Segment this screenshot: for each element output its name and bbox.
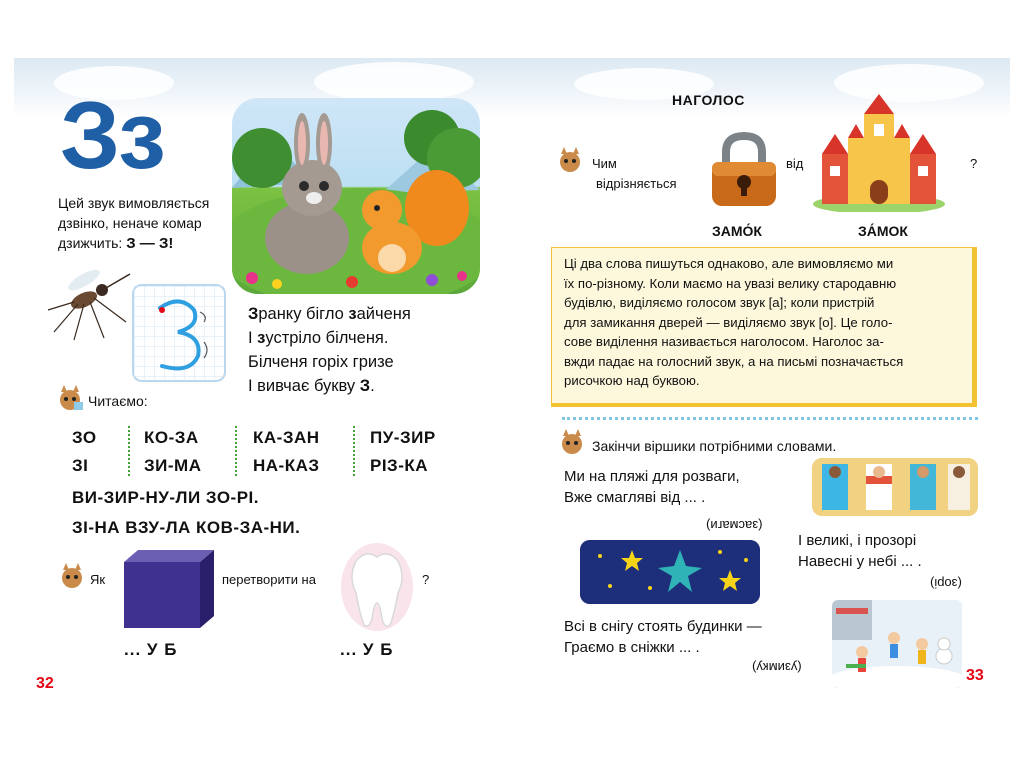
cat-icon — [556, 146, 584, 174]
rule-line: сове виділення називається наголосом. Наголос за- — [564, 334, 884, 349]
cat-icon — [58, 562, 86, 590]
syllable-sentence-2: ЗІ-НА ВЗУ-ЛА КОВ-ЗА-НИ. — [72, 518, 301, 537]
padlock-illustration — [708, 132, 780, 208]
rule-box — [551, 247, 977, 407]
verse-stars: І великі, і прозорі Навесні у небі ... . — [798, 532, 922, 570]
letter-title: Зз — [60, 82, 164, 189]
rule-line: Ці два слова пишуться однаково, але вимовляємо ми — [564, 256, 894, 271]
syllable-column-3: КА-ЗАН НА-КАЗ — [253, 428, 320, 475]
poem — [248, 302, 411, 398]
finish-verses-label: Закінчи віршики потрібними словами. — [592, 438, 837, 454]
rule-line: для замикання дверей — виділяємо звук [о]. Це голо- — [564, 314, 893, 330]
rule-line: їх по-різному. Коли маємо на увазі велику стародавню — [564, 275, 897, 291]
dotted-divider — [562, 417, 978, 420]
question-what: Чим — [592, 156, 617, 171]
riddle-turn-into: перетворити на — [222, 572, 316, 587]
syllable-column-2: КО-ЗА ЗИ-МА — [144, 428, 202, 475]
question-from: від — [786, 156, 804, 171]
cat-icon — [56, 384, 84, 412]
reading-label: Читаємо: — [88, 393, 148, 409]
mosquito-illustration — [44, 262, 136, 342]
word-lock: ЗАМО́К — [712, 223, 762, 239]
question-mark: ? — [970, 156, 978, 171]
tooth-illustration — [340, 543, 414, 633]
syllable-column-4: ПУ-ЗИР РІЗ-КА — [370, 428, 436, 475]
riddle-question-mark: ? — [422, 572, 430, 587]
word-castle: ЗА́МОК — [858, 223, 908, 239]
verse-winter: Всі в снігу стоять будинки — Граємо в сніжки ... . — [564, 618, 762, 656]
question-differs: відрізняється — [596, 176, 677, 191]
beach-illustration — [812, 458, 978, 516]
rule-line: вжди падає на голосний звук, а на письмі позначається — [564, 353, 904, 369]
rabbit-squirrel-illustration — [232, 98, 480, 294]
dotted-separator — [128, 426, 130, 476]
verse-beach: Ми на пляжі для розваги, Вже смаглявi від ... . — [564, 468, 740, 506]
syllable-sentence-1: ВИ-ЗИР-НУ-ЛИ ЗО-РІ. — [72, 488, 260, 507]
cube-illustration — [124, 550, 214, 628]
letter-tracing-card — [132, 284, 226, 382]
snow-play-illustration — [832, 600, 962, 688]
hint-tan: (засмаги) — [706, 518, 763, 533]
dotted-separator — [353, 426, 355, 476]
rule-line: рисочкою над буквою. — [564, 373, 700, 388]
page-number-right: 33 — [966, 667, 984, 684]
rule-line: будівлю, виділяємо голосом звук [а]; коли пристрій — [564, 295, 875, 310]
hint-stars: (зорі) — [930, 576, 962, 591]
castle-illustration — [812, 94, 946, 212]
sound-description: Цей звук вимовляється дзвінко, неначе комар дзижчить: З — З! — [58, 195, 210, 252]
page-number-left: 32 — [36, 675, 54, 692]
riddle-how: Як — [90, 572, 106, 587]
answer-cube: ... У Б — [124, 640, 178, 659]
answer-tooth: ... У Б — [340, 640, 394, 659]
poem-line-3: Білченя горіх гризе — [248, 353, 394, 371]
cat-icon — [558, 428, 586, 456]
poem-line-2: І зустріло білченя. — [248, 329, 389, 347]
dotted-separator — [235, 426, 237, 476]
section-title: НАГОЛОС — [672, 92, 745, 108]
poem-line-4: І вивчає букву З. — [248, 377, 375, 395]
hint-winter: (узимку) — [752, 660, 802, 675]
poem-line-1: Зранку бігло зайченя — [248, 305, 411, 323]
syllable-column-1: ЗО ЗІ — [72, 428, 97, 475]
starry-sky-illustration — [580, 540, 760, 604]
